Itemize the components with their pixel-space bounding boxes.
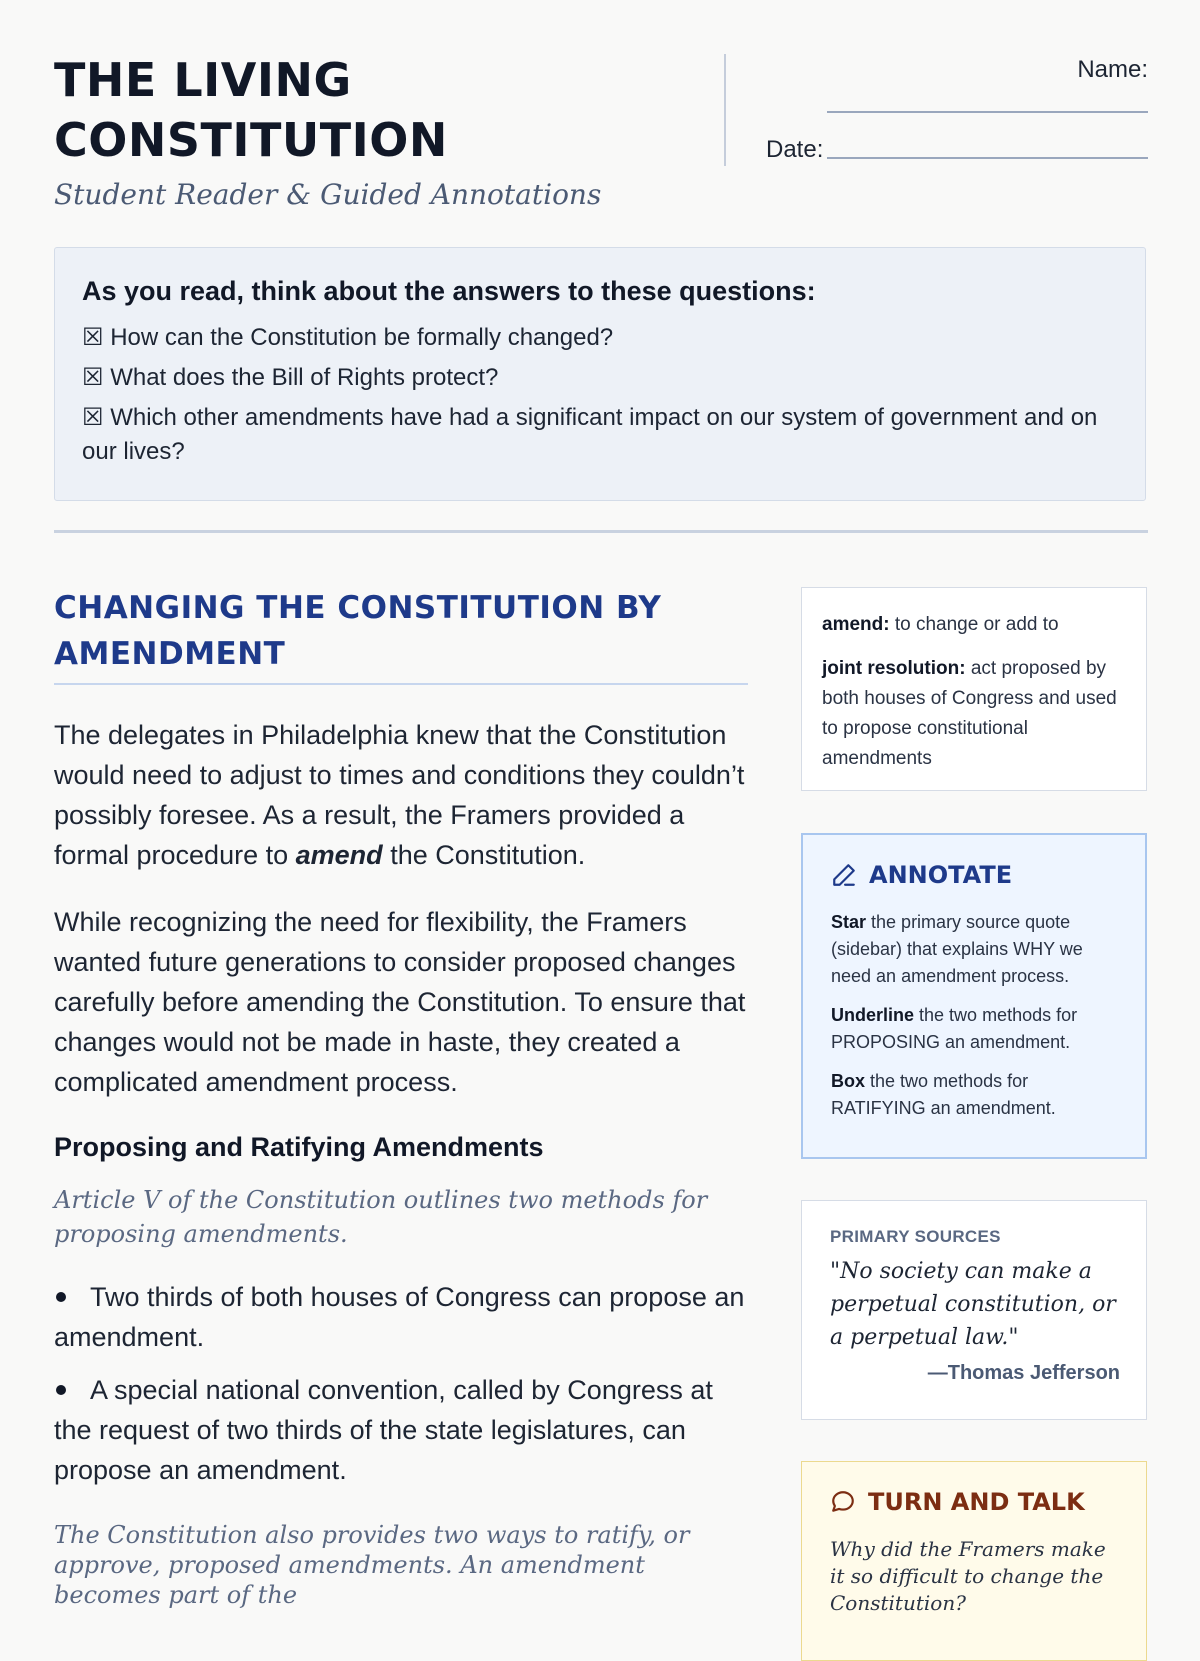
intro-note: Article V of the Constitution outlines two methods for proposing amendments. [54,1186,708,1248]
header-divider [724,54,726,166]
section-title: CHANGING THE CONSTITUTION BY AMENDMENT [54,585,748,685]
paragraph [54,715,748,875]
instruction-verb: Underline [831,1005,915,1025]
annotate-card [801,833,1147,1159]
date-label: Date: [766,136,824,163]
turn-and-talk-heading [830,1488,1120,1516]
bullet-icon [56,1385,66,1395]
annotate-instruction [831,1068,1119,1122]
main-column [54,585,748,1610]
checkbox-icon[interactable]: ☒ [82,324,104,351]
guiding-questions-box [54,247,1146,501]
bullet-list [54,1277,748,1490]
checkbox-icon[interactable]: ☒ [82,364,104,391]
subheading: Proposing and Ratifying Amendments [54,1132,544,1162]
annotate-instruction [831,1002,1119,1056]
vocabulary-box [801,587,1147,791]
vocab-term-amend: amend [295,840,383,870]
question-item [82,321,1119,355]
checkbox-icon[interactable]: ☒ [82,404,104,431]
instruction-text: the two methods for RATIFYING an amendment. [831,1071,1056,1118]
annotate-title: ANNOTATE [869,861,1013,889]
outro-note: The Constitution also provides two ways to ratify, or approve, proposed amendments. An amendment becomes part of the [54,1521,690,1609]
instruction-verb: Box [831,1071,866,1091]
question-item [82,401,1119,469]
turn-and-talk-prompt: Why did the Framers make it so difficult to change the Constitution? [830,1537,1106,1615]
primary-source-card [801,1200,1147,1420]
primary-source-attribution: —Thomas Jefferson [927,1362,1120,1384]
question-text: What does the Bill of Rights protect? [110,364,499,391]
vocab-term: joint resolution: [822,658,966,679]
title-line-2: CONSTITUTION [54,113,448,167]
vocab-entry [822,654,1126,774]
list-item-text: A special national convention, called by Congress at the request of two thirds of the state legislatures, can propose an amendment. [54,1375,713,1485]
paragraph-text: the Constitution. [390,840,586,870]
turn-and-talk-title: TURN AND TALK [868,1488,1085,1516]
turn-and-talk-card [801,1461,1147,1661]
vocab-definition: act proposed by both houses of Congress and used to propose constitutional amendments [822,658,1117,769]
date-field[interactable] [827,157,1148,159]
annotate-instruction [831,909,1119,990]
instruction-verb: Star [831,912,867,932]
page-subtitle: Student Reader & Guided Annotations [54,178,602,211]
vocab-term: amend: [822,614,890,635]
speech-bubble-icon [830,1489,856,1515]
list-item [54,1277,748,1357]
instruction-text: the primary source quote (sidebar) that explains WHY we need an amendment process. [831,912,1083,986]
primary-source-label: PRIMARY SOURCES [830,1227,1001,1246]
list-item-text: Two thirds of both houses of Congress can propose an amendment. [54,1282,745,1352]
worksheet-page [54,0,1148,1615]
instruction-text: the two methods for PROPOSING an amendment. [831,1005,1078,1052]
list-item [54,1370,748,1490]
paragraph-text: The delegates in Philadelphia knew that the Constitution would need to adjust to times and conditions they couldn’t possibly foresee. As a result, the Framers provided a formal procedure to [54,720,745,870]
vocab-entry [822,610,1126,640]
question-text: Which other amendments have had a significant impact on our system of government and on our lives? [82,404,1098,465]
title-line-1: THE LIVING [54,53,352,107]
paragraph: While recognizing the need for flexibility, the Framers wanted future generations to consider proposed changes carefully before amending the Constitution. To ensure that changes would not be made in haste, they created a complicated amendment process. [54,907,746,1097]
vocab-definition: to change or add to [894,614,1059,635]
name-field[interactable] [827,111,1148,113]
page-title [54,50,694,170]
question-text: How can the Constitution be formally changed? [110,324,614,351]
section-divider [54,530,1148,533]
primary-source-quote: "No society can make a perpetual constitution, or a perpetual law." [830,1259,1116,1350]
question-item [82,361,1119,395]
annotate-heading [831,861,1119,889]
name-label: Name: [1077,56,1148,83]
bullet-icon [56,1292,66,1302]
questions-heading: As you read, think about the answers to these questions: [82,276,816,306]
pencil-icon [831,862,857,888]
